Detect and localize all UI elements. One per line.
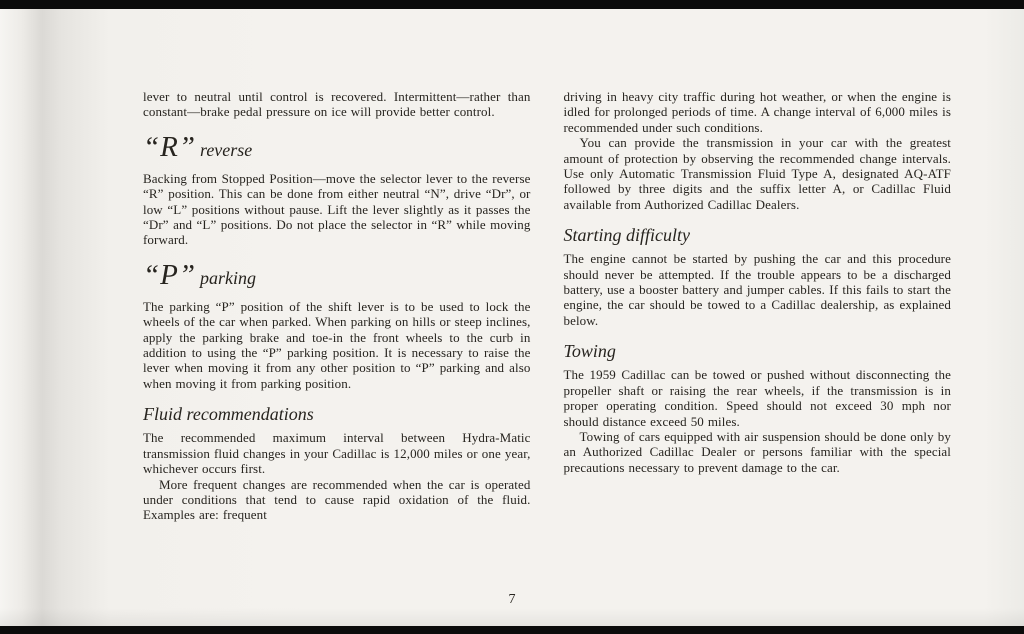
section-heading-parking	[143, 258, 531, 292]
paragraph-fluid-3: You can provide the transmission in your car with the greatest amount of protection by observing the recommended change intervals. Use only Automatic Transmission Fluid Type A, designated AQ-ATF followed by three digits and the suffix letter A, or Cadillac Fluid available from Authorized Cadillac Dealers.	[563, 135, 951, 212]
heading-word: parking	[199, 267, 256, 288]
paragraph-fluid-1: The recommended maximum interval between Hydra-Matic transmission fluid changes in your Cadillac is 12,000 miles or one year, whichever occurs first.	[143, 430, 531, 477]
paragraph-fluid-continued: driving in heavy city traffic during hot weather, or when the engine is idled for prolonged periods of time. A change interval of 6,000 miles is recommended under such conditions.	[563, 89, 951, 135]
section-heading-reverse	[143, 130, 531, 164]
paragraph-starting: The engine cannot be started by pushing the car and this procedure should never be attempted. If the trouble appears to be a discharged battery, use a booster battery and jumper cables. If this fails to start the engine, the car should be towed to a Cadillac dealership, as explained below.	[563, 251, 951, 328]
scan-bottom-bar	[0, 626, 1024, 634]
page-number: 7	[508, 592, 516, 607]
paragraph-fluid-2: More frequent changes are recommended when the car is operated under conditions that tend to cause rapid oxidation of the fluid. Examples are: frequent	[143, 476, 531, 523]
paragraph-towing-1: The 1959 Cadillac can be towed or pushed without disconnecting the propeller shaft or raising the rear wheels, if the transmission is in proper operating condition. Speed should not exceed 30 mph nor should distance exceed 50 miles.	[563, 367, 951, 429]
book-page	[0, 9, 1024, 626]
heading-letter: “P”	[143, 258, 196, 291]
left-column	[143, 89, 531, 523]
section-heading-fluid-recommendations: Fluid recommendations	[143, 404, 314, 425]
section-heading-starting-difficulty: Starting difficulty	[563, 225, 690, 246]
heading-word: reverse	[199, 139, 253, 160]
scan-top-bar	[0, 0, 1024, 9]
section-heading-towing: Towing	[563, 341, 616, 362]
paragraph-parking: The parking “P” position of the shift lever is to be used to lock the wheels of the car when parked. When parking on hills or steep inclines, apply the parking brake and toe-in the front wheels to the curb in addition to using the “P” parking position. It is necessary to raise the lever when moving it from any other position to “P” parking and also when moving it from parking position.	[143, 298, 531, 391]
text-columns	[143, 89, 951, 523]
paragraph-continued: lever to neutral until control is recovered. Intermittent—rather than constant—brake pedal pressure on ice will provide better control.	[143, 89, 531, 120]
right-column	[564, 89, 952, 523]
heading-letter: “R”	[143, 130, 196, 163]
paragraph-towing-2: Towing of cars equipped with air suspension should be done only by an Authorized Cadillac Dealer or persons familiar with the special precautions necessary to prevent damage to the car.	[563, 428, 951, 475]
paragraph-reverse: Backing from Stopped Position—move the selector lever to the reverse “R” position. This can be done from either neutral “N”, drive “Dr”, or low “L” positions without pause. Lift the lever slightly as it passes the “Dr” and “L” positions. Do not place the selector in “R” while moving forward.	[143, 170, 531, 248]
